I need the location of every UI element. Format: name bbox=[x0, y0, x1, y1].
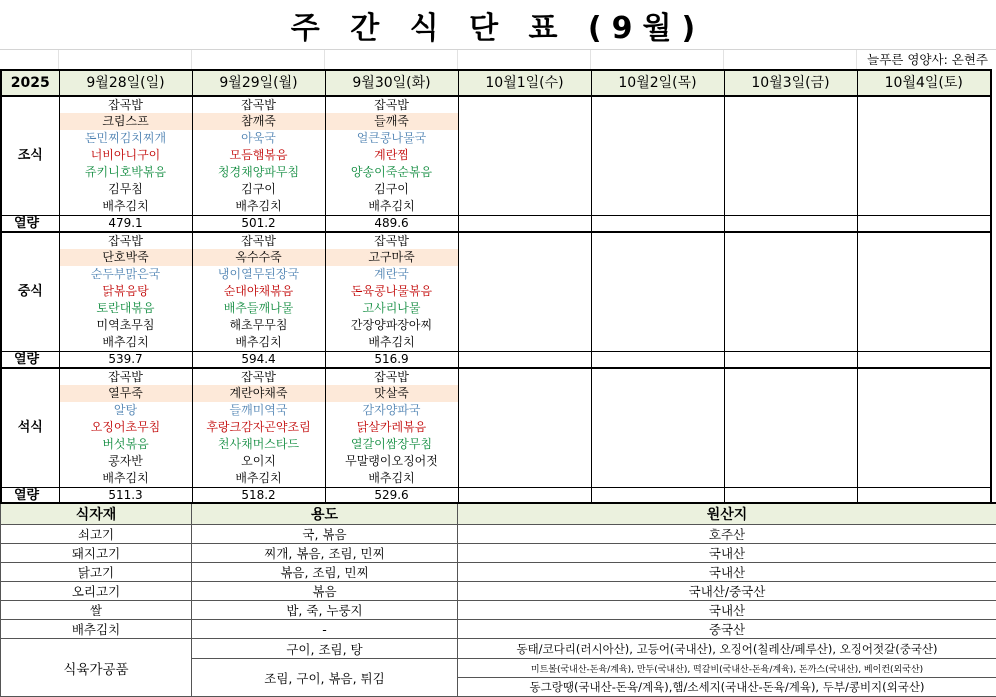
menu-row bbox=[1, 368, 991, 385]
empty-cell bbox=[591, 215, 724, 232]
menu-item: 잡곡밥 bbox=[59, 96, 192, 113]
menu-item: 김구이 bbox=[192, 181, 325, 198]
ingredient-name: 쌀 bbox=[1, 601, 192, 620]
ingredient-origin: 국내산 bbox=[458, 563, 996, 582]
kcal-row bbox=[1, 351, 991, 368]
empty-cell bbox=[857, 164, 991, 181]
menu-item: 잡곡밥 bbox=[325, 368, 458, 385]
empty-cell bbox=[857, 198, 991, 215]
menu-item: 참깨죽 bbox=[192, 113, 325, 130]
menu-item: 배추김치 bbox=[192, 470, 325, 487]
day-header-row bbox=[1, 70, 991, 96]
empty-cell bbox=[724, 232, 857, 249]
weekly-menu-table bbox=[0, 69, 992, 505]
empty-cell bbox=[458, 385, 591, 402]
menu-item: 배추김치 bbox=[325, 470, 458, 487]
empty-cell bbox=[591, 453, 724, 470]
ingredient-name: 쇠고기 bbox=[1, 525, 192, 544]
kcal-value: 516.9 bbox=[325, 351, 458, 368]
empty-cell bbox=[724, 402, 857, 419]
empty-cell bbox=[458, 317, 591, 334]
menu-item: 돈육콩나물볶음 bbox=[325, 283, 458, 300]
menu-item: 잡곡밥 bbox=[59, 232, 192, 249]
origin-header: 식자재 bbox=[1, 503, 192, 525]
menu-item: 고사리나물 bbox=[325, 300, 458, 317]
empty-cell bbox=[458, 470, 591, 487]
menu-row bbox=[1, 266, 991, 283]
ingredient-origin: 국내산 bbox=[458, 544, 996, 563]
origin-table bbox=[0, 502, 996, 697]
menu-item: 단호박죽 bbox=[59, 249, 192, 266]
empty-cell bbox=[724, 198, 857, 215]
origin-header-row bbox=[1, 503, 996, 525]
kcal-label: 열량 bbox=[1, 351, 59, 368]
empty-cell bbox=[724, 147, 857, 164]
kcal-value: 501.2 bbox=[192, 215, 325, 232]
empty-cell bbox=[724, 334, 857, 351]
origin-row bbox=[1, 620, 996, 639]
menu-item: 닭볶음탕 bbox=[59, 283, 192, 300]
menu-row bbox=[1, 198, 991, 215]
empty-cell bbox=[857, 300, 991, 317]
empty-cell bbox=[591, 334, 724, 351]
empty-cell bbox=[724, 436, 857, 453]
kcal-value: 529.6 bbox=[325, 487, 458, 504]
menu-item: 계란국 bbox=[325, 266, 458, 283]
empty-cell bbox=[857, 436, 991, 453]
day-header: 9월28일(일) bbox=[59, 70, 192, 96]
menu-item: 열갈이쌈장무침 bbox=[325, 436, 458, 453]
empty-cell bbox=[857, 181, 991, 198]
dietitian-name: 늘푸른 영양사: 온현주 bbox=[867, 52, 988, 67]
empty-cell bbox=[724, 130, 857, 147]
ingredient-origin: 동그랑땡(국내산-돈육/계육),햄/소세지(국내산-돈육/계육), 두부/콩비지(외국산) bbox=[458, 678, 996, 697]
kcal-value: 539.7 bbox=[59, 351, 192, 368]
menu-row bbox=[1, 147, 991, 164]
sheet-gridlines bbox=[0, 50, 996, 69]
menu-item: 들깨미역국 bbox=[192, 402, 325, 419]
kcal-value: 489.6 bbox=[325, 215, 458, 232]
menu-item: 배추김치 bbox=[192, 334, 325, 351]
menu-item: 너비아니구이 bbox=[59, 147, 192, 164]
empty-cell bbox=[857, 96, 991, 113]
menu-item: 콩자반 bbox=[59, 453, 192, 470]
empty-cell bbox=[591, 130, 724, 147]
empty-cell bbox=[857, 232, 991, 249]
empty-cell bbox=[591, 300, 724, 317]
menu-item: 옥수수죽 bbox=[192, 249, 325, 266]
menu-row bbox=[1, 164, 991, 181]
menu-item: 돈민찌김치찌개 bbox=[59, 130, 192, 147]
menu-item: 토란대볶음 bbox=[59, 300, 192, 317]
kcal-row bbox=[1, 215, 991, 232]
empty-cell bbox=[724, 181, 857, 198]
empty-cell bbox=[857, 215, 991, 232]
kcal-label: 열량 bbox=[1, 215, 59, 232]
menu-row bbox=[1, 300, 991, 317]
kcal-label: 열량 bbox=[1, 487, 59, 504]
empty-cell bbox=[591, 164, 724, 181]
empty-cell bbox=[591, 470, 724, 487]
ingredient-use: 구이, 조림, 탕 bbox=[192, 639, 458, 659]
menu-item: 아욱국 bbox=[192, 130, 325, 147]
origin-row bbox=[1, 544, 996, 563]
menu-row bbox=[1, 436, 991, 453]
menu-item: 잡곡밥 bbox=[192, 232, 325, 249]
menu-item: 배추김치 bbox=[59, 334, 192, 351]
empty-cell bbox=[591, 283, 724, 300]
kcal-value: 518.2 bbox=[192, 487, 325, 504]
ingredient-origin: 국내산/중국산 bbox=[458, 582, 996, 601]
empty-cell bbox=[458, 130, 591, 147]
menu-item: 잡곡밥 bbox=[325, 232, 458, 249]
menu-item: 오이지 bbox=[192, 453, 325, 470]
empty-cell bbox=[458, 181, 591, 198]
menu-row bbox=[1, 453, 991, 470]
empty-cell bbox=[458, 334, 591, 351]
kcal-value: 594.4 bbox=[192, 351, 325, 368]
menu-item: 닭살카레볶음 bbox=[325, 419, 458, 436]
menu-item: 청경채양파무침 bbox=[192, 164, 325, 181]
empty-cell bbox=[724, 300, 857, 317]
empty-cell bbox=[724, 249, 857, 266]
menu-item: 맛살죽 bbox=[325, 385, 458, 402]
ingredient-use: 밥, 죽, 누룽지 bbox=[192, 601, 458, 620]
empty-cell bbox=[458, 164, 591, 181]
menu-item: 잡곡밥 bbox=[192, 96, 325, 113]
ingredient-use: 국, 볶음 bbox=[192, 525, 458, 544]
empty-cell bbox=[724, 113, 857, 130]
menu-row bbox=[1, 232, 991, 249]
kcal-value: 479.1 bbox=[59, 215, 192, 232]
menu-item: 감자양파국 bbox=[325, 402, 458, 419]
empty-cell bbox=[857, 130, 991, 147]
empty-cell bbox=[724, 215, 857, 232]
menu-item: 크림스프 bbox=[59, 113, 192, 130]
ingredient-origin: 호주산 bbox=[458, 525, 996, 544]
empty-cell bbox=[591, 181, 724, 198]
empty-cell bbox=[857, 249, 991, 266]
empty-cell bbox=[857, 334, 991, 351]
empty-cell bbox=[591, 232, 724, 249]
year-cell: 2025 bbox=[1, 70, 59, 96]
empty-cell bbox=[857, 419, 991, 436]
menu-row bbox=[1, 402, 991, 419]
menu-row bbox=[1, 317, 991, 334]
empty-cell bbox=[591, 113, 724, 130]
menu-item: 배추김치 bbox=[325, 198, 458, 215]
meal-label: 석식 bbox=[1, 368, 59, 487]
menu-row bbox=[1, 181, 991, 198]
menu-item: 버섯볶음 bbox=[59, 436, 192, 453]
day-header: 10월4일(토) bbox=[857, 70, 991, 96]
empty-cell bbox=[857, 385, 991, 402]
empty-cell bbox=[591, 317, 724, 334]
origin-row bbox=[1, 639, 996, 659]
ingredient-origin: 국내산 bbox=[458, 601, 996, 620]
empty-cell bbox=[724, 266, 857, 283]
menu-item: 후랑크감자곤약조림 bbox=[192, 419, 325, 436]
page-title: 주 간 식 단 표 (9월) bbox=[0, 0, 996, 50]
meal-label: 조식 bbox=[1, 96, 59, 215]
empty-cell bbox=[857, 317, 991, 334]
empty-cell bbox=[591, 147, 724, 164]
empty-cell bbox=[591, 198, 724, 215]
menu-item: 순대야채볶음 bbox=[192, 283, 325, 300]
kcal-value: 511.3 bbox=[59, 487, 192, 504]
menu-item: 무말랭이오징어젓 bbox=[325, 453, 458, 470]
ingredient-use: - bbox=[192, 620, 458, 639]
menu-row bbox=[1, 96, 991, 113]
empty-cell bbox=[591, 266, 724, 283]
empty-cell bbox=[591, 96, 724, 113]
day-header: 10월2일(목) bbox=[591, 70, 724, 96]
menu-item: 미역초무침 bbox=[59, 317, 192, 334]
menu-item: 들깨죽 bbox=[325, 113, 458, 130]
empty-cell bbox=[724, 317, 857, 334]
ingredient-name: 오리고기 bbox=[1, 582, 192, 601]
menu-item: 김무침 bbox=[59, 181, 192, 198]
origin-header: 용도 bbox=[192, 503, 458, 525]
empty-cell bbox=[724, 368, 857, 385]
origin-row bbox=[1, 563, 996, 582]
menu-item: 배추들깨나물 bbox=[192, 300, 325, 317]
empty-cell bbox=[458, 215, 591, 232]
menu-item: 배추김치 bbox=[192, 198, 325, 215]
empty-cell bbox=[724, 164, 857, 181]
ingredient-use: 찌개, 볶음, 조림, 민찌 bbox=[192, 544, 458, 563]
ingredient-origin: 미트볼(국내산-돈육/계육), 만두(국내산), 떡갈비(국내산-돈육/계육), 돈까스(국내산), 베이컨(외국산) bbox=[458, 659, 996, 678]
menu-item: 배추김치 bbox=[59, 198, 192, 215]
empty-cell bbox=[458, 368, 591, 385]
empty-cell bbox=[857, 402, 991, 419]
menu-item: 잡곡밥 bbox=[59, 368, 192, 385]
empty-cell bbox=[458, 436, 591, 453]
menu-item: 알탕 bbox=[59, 402, 192, 419]
empty-cell bbox=[458, 402, 591, 419]
empty-cell bbox=[458, 266, 591, 283]
menu-item: 잡곡밥 bbox=[192, 368, 325, 385]
day-header: 9월29일(월) bbox=[192, 70, 325, 96]
ingredient-use: 볶음 bbox=[192, 582, 458, 601]
empty-cell bbox=[458, 453, 591, 470]
menu-row bbox=[1, 385, 991, 402]
ingredient-origin: 중국산 bbox=[458, 620, 996, 639]
empty-cell bbox=[591, 368, 724, 385]
menu-item: 양송이죽순볶음 bbox=[325, 164, 458, 181]
empty-cell bbox=[857, 283, 991, 300]
menu-row bbox=[1, 130, 991, 147]
empty-cell bbox=[857, 470, 991, 487]
meal-label: 중식 bbox=[1, 232, 59, 351]
empty-cell bbox=[458, 351, 591, 368]
empty-cell bbox=[724, 96, 857, 113]
empty-cell bbox=[857, 147, 991, 164]
menu-row bbox=[1, 113, 991, 130]
menu-item: 쥬키니호박볶음 bbox=[59, 164, 192, 181]
menu-item: 냉이열무된장국 bbox=[192, 266, 325, 283]
menu-item: 배추김치 bbox=[59, 470, 192, 487]
day-header: 10월1일(수) bbox=[458, 70, 591, 96]
empty-cell bbox=[458, 96, 591, 113]
empty-cell bbox=[857, 453, 991, 470]
menu-row bbox=[1, 419, 991, 436]
ingredient-origin: 동태/코다리(러시아산), 고등어(국내산), 오징어(칠레산/페루산), 오징어젓갈(중국산) bbox=[458, 639, 996, 659]
empty-cell bbox=[857, 113, 991, 130]
menu-item: 김구이 bbox=[325, 181, 458, 198]
empty-cell bbox=[458, 198, 591, 215]
menu-item: 고구마죽 bbox=[325, 249, 458, 266]
ingredient-use: 조림, 구이, 볶음, 튀김 bbox=[192, 659, 458, 697]
empty-cell bbox=[458, 283, 591, 300]
empty-cell bbox=[857, 351, 991, 368]
empty-cell bbox=[591, 402, 724, 419]
menu-row bbox=[1, 283, 991, 300]
empty-cell bbox=[591, 351, 724, 368]
menu-item: 모듬햄볶음 bbox=[192, 147, 325, 164]
empty-cell bbox=[591, 385, 724, 402]
empty-cell bbox=[591, 436, 724, 453]
empty-cell bbox=[458, 232, 591, 249]
empty-cell bbox=[724, 453, 857, 470]
menu-item: 얼큰콩나물국 bbox=[325, 130, 458, 147]
menu-item: 천사채머스타드 bbox=[192, 436, 325, 453]
empty-cell bbox=[857, 368, 991, 385]
day-header: 10월3일(금) bbox=[724, 70, 857, 96]
origin-header: 원산지 bbox=[458, 503, 996, 525]
empty-cell bbox=[458, 147, 591, 164]
ingredient-name: 돼지고기 bbox=[1, 544, 192, 563]
empty-cell bbox=[591, 249, 724, 266]
empty-cell bbox=[724, 351, 857, 368]
ingredient-name: 식육가공품 bbox=[1, 639, 192, 697]
empty-cell bbox=[724, 283, 857, 300]
empty-cell bbox=[458, 249, 591, 266]
menu-item: 열무죽 bbox=[59, 385, 192, 402]
menu-item: 잡곡밥 bbox=[325, 96, 458, 113]
menu-item: 간장양파장아찌 bbox=[325, 317, 458, 334]
menu-item: 계란찜 bbox=[325, 147, 458, 164]
origin-row bbox=[1, 525, 996, 544]
menu-item: 배추김치 bbox=[325, 334, 458, 351]
menu-row bbox=[1, 249, 991, 266]
ingredient-use: 볶음, 조림, 민찌 bbox=[192, 563, 458, 582]
menu-row bbox=[1, 334, 991, 351]
ingredient-name: 닭고기 bbox=[1, 563, 192, 582]
ingredient-name: 배추김치 bbox=[1, 620, 192, 639]
origin-row bbox=[1, 582, 996, 601]
menu-item: 해초무무침 bbox=[192, 317, 325, 334]
empty-cell bbox=[458, 419, 591, 436]
menu-item: 순두부맑은국 bbox=[59, 266, 192, 283]
empty-cell bbox=[857, 266, 991, 283]
empty-cell bbox=[458, 113, 591, 130]
menu-item: 계란야채죽 bbox=[192, 385, 325, 402]
origin-row bbox=[1, 601, 996, 620]
empty-cell bbox=[724, 385, 857, 402]
empty-cell bbox=[724, 470, 857, 487]
menu-item: 오징어초무침 bbox=[59, 419, 192, 436]
empty-cell bbox=[458, 300, 591, 317]
menu-row bbox=[1, 470, 991, 487]
empty-cell bbox=[724, 419, 857, 436]
empty-cell bbox=[591, 419, 724, 436]
day-header: 9월30일(화) bbox=[325, 70, 458, 96]
